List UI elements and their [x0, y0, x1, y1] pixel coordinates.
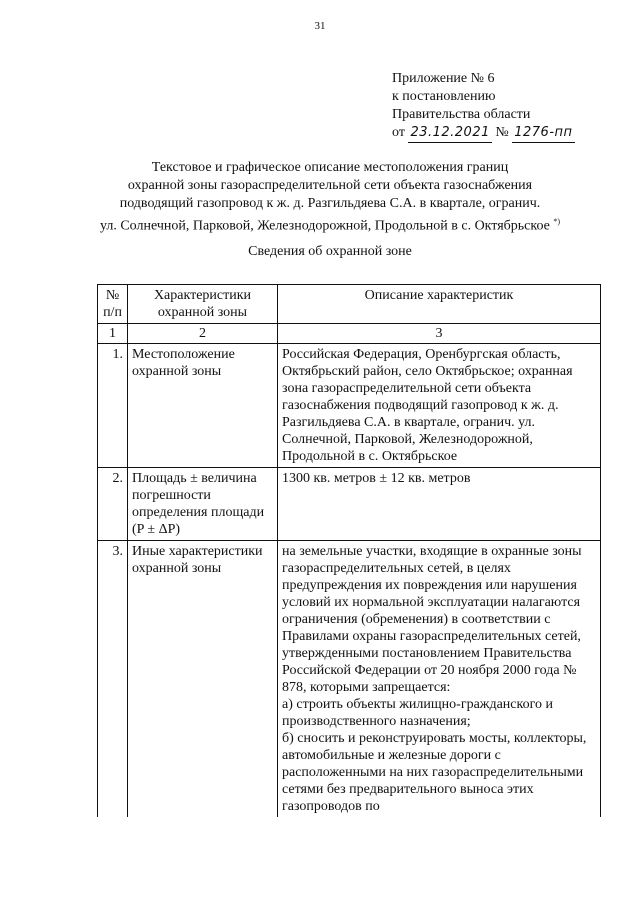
date-prefix: от: [392, 125, 405, 140]
title-line-text: ул. Солнечной, Парковой, Железнодорожной, Продольной в с. Октябрьское: [99, 218, 550, 234]
row-number: 2.: [98, 468, 128, 541]
row-characteristic: Иные характеристики охранной зоны: [128, 541, 278, 818]
zone-info-table: [97, 284, 601, 817]
appendix-line: Правительства области: [392, 107, 531, 122]
row-number: 1.: [98, 344, 128, 468]
document-title: [60, 159, 600, 236]
row-characteristic: Местоположение охранной зоны: [128, 344, 278, 468]
header-cell-characteristic: Характеристики охранной зоны: [128, 285, 278, 324]
title-line: охранной зоны газораспределительной сети объекта газоснабжения: [127, 178, 533, 193]
header-cell-number: № п/п: [98, 285, 128, 324]
number-prefix: №: [495, 125, 509, 140]
table-row: [98, 541, 601, 818]
handwritten-date: 23.12.2021: [408, 124, 491, 143]
row-description: [278, 541, 601, 818]
description-paragraph: на земельные участки, входящие в охранные зоны газораспределительных сетей, в целях предупреждения их повреждения или нарушения условий их нормальной эксплуатации налагаются ограничения (обременения) в соответствии с Правилами охраны газораспределительных сетей, утвержденными постановлением Правительства Российской Федерации от 20 ноября 2000 года № 878, которыми запрещается:: [282, 544, 582, 695]
row-characteristic: Площадь ± величина погрешности определения площади (P ± ΔP): [128, 468, 278, 541]
table-row: [98, 344, 601, 468]
row-description: Российская Федерация, Оренбургская область, Октябрьский район, село Октябрьское; охранная зона газораспределительной сети объекта газоснабжения подводящий газопровод к ж. д. Разгильдяева С.А. в квартале, огранич. ул. Солнечной, Парковой, Железнодорожной, Продольной в с. Октябрьское: [278, 344, 601, 468]
description-item-b: б) сносить и реконструировать мосты, коллекторы, автомобильные и железные дороги с расположенными на них газораспределительными сетями без предварительного выноса этих газопроводов по: [282, 731, 587, 814]
column-number: 1: [98, 324, 128, 344]
column-number: 3: [278, 324, 601, 344]
header-cell-description: Описание характеристик: [278, 285, 601, 324]
title-line: [60, 213, 600, 236]
title-line: Текстовое и графическое описание местоположения границ: [151, 160, 509, 175]
page-number: 31: [314, 20, 326, 32]
appendix-date-line: [392, 124, 575, 143]
appendix-line: к постановлению: [392, 89, 496, 104]
section-title: Сведения об охранной зоне: [248, 244, 412, 259]
footnote-mark: *): [553, 217, 561, 226]
column-number-row: [98, 324, 601, 344]
handwritten-number: 1276-пп: [512, 124, 574, 143]
appendix-line: Приложение № 6: [392, 71, 495, 86]
table-header-row: [98, 285, 601, 324]
row-description: 1300 кв. метров ± 12 кв. метров: [278, 468, 601, 541]
table-row: [98, 468, 601, 541]
row-number: 3.: [98, 541, 128, 818]
description-item-a: а) строить объекты жилищно-гражданского и производственного назначения;: [282, 697, 553, 729]
appendix-block: [392, 70, 575, 143]
column-number: 2: [128, 324, 278, 344]
title-line: подводящий газопровод к ж. д. Разгильдяева С.А. в квартале, огранич.: [119, 196, 541, 211]
